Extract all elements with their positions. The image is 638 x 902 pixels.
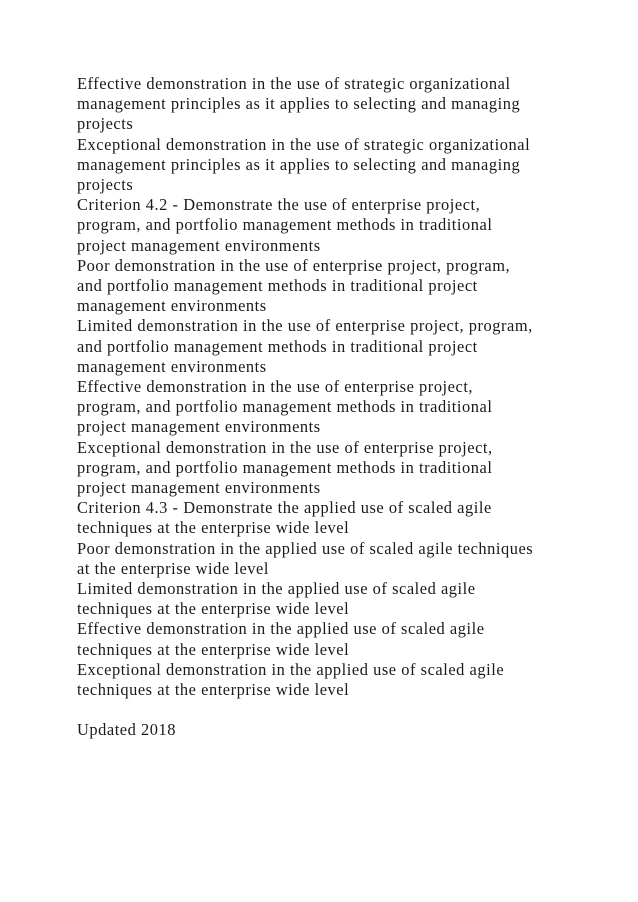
- rubric-line: Effective demonstration in the use of enterprise project, program, and portfolio management methods in traditional project management environments: [77, 377, 493, 437]
- criterion-heading: Criterion 4.3 - Demonstrate the applied use of scaled agile techniques at the enterprise wide level: [77, 498, 492, 538]
- rubric-line: Exceptional demonstration in the applied use of scaled agile techniques at the enterprise wide level: [77, 659, 505, 700]
- rubric-line: Limited demonstration in the applied use of scaled agile techniques at the enterprise wide level: [77, 579, 476, 619]
- criterion-heading: Criterion 4.2 - Demonstrate the use of enterprise project, program, and portfolio management methods in traditional project management environments: [77, 195, 493, 255]
- rubric-line: Limited demonstration in the use of enterprise project, program, and portfolio management methods in traditional project management environments: [77, 316, 533, 376]
- rubric-line: Effective demonstration in the use of strategic organizational management principles as it applies to selecting and managing projects: [77, 74, 521, 134]
- rubric-line: Poor demonstration in the applied use of scaled agile techniques at the enterprise wide level: [77, 538, 534, 578]
- blank-line: [77, 700, 622, 720]
- rubric-line: Poor demonstration in the use of enterprise project, program, and portfolio management methods in traditional project management environments: [77, 255, 511, 316]
- rubric-line: Exceptional demonstration in the use of strategic organizational management principles as it applies to selecting and managing projects: [77, 134, 531, 195]
- rubric-line: Exceptional demonstration in the use of enterprise project, program, and portfolio management methods in traditional project management environments: [77, 437, 493, 498]
- document-body: [77, 74, 622, 741]
- rubric-line: Effective demonstration in the applied use of scaled agile techniques at the enterprise wide level: [77, 619, 485, 659]
- updated-note: Updated 2018: [77, 720, 177, 740]
